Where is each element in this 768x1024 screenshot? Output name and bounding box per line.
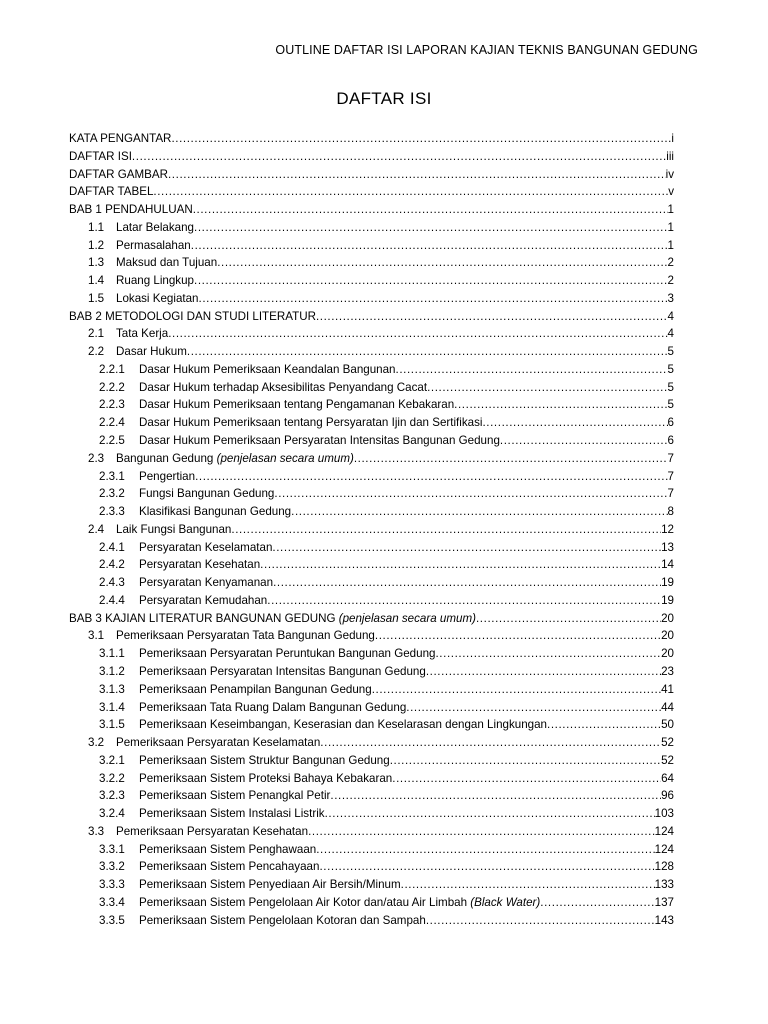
toc-entry[interactable] — [69, 343, 674, 361]
toc-entry-page: 64 — [661, 771, 674, 785]
toc-dot-leader — [217, 254, 667, 272]
toc-dot-leader — [330, 787, 661, 805]
toc-dot-leader — [272, 539, 661, 557]
toc-entry[interactable] — [69, 237, 674, 255]
toc-entry-title-italic: (penjelasan secara umum) — [216, 451, 354, 465]
toc-entry-page: 23 — [661, 664, 674, 678]
toc-entry-page: 96 — [661, 789, 674, 803]
toc-entry[interactable] — [69, 663, 674, 681]
table-of-contents — [69, 130, 674, 929]
toc-dot-leader — [273, 574, 661, 592]
toc-entry[interactable] — [69, 858, 674, 876]
toc-dot-leader — [500, 432, 668, 450]
toc-dot-leader — [168, 325, 667, 343]
toc-entry-page: 2 — [667, 256, 674, 270]
toc-entry-number: 2.4 — [88, 522, 105, 536]
toc-entry-page: 6 — [667, 416, 674, 430]
toc-entry[interactable] — [69, 432, 674, 450]
toc-entry-number: 2.4.1 — [99, 540, 125, 554]
toc-entry-title: Pemeriksaan Persyaratan Kesehatan — [116, 824, 309, 838]
toc-dot-leader — [427, 379, 667, 397]
toc-entry[interactable] — [69, 219, 674, 237]
toc-entry-page: 5 — [667, 345, 674, 359]
toc-entry-title: Permasalahan — [116, 238, 191, 252]
toc-entry-title: Dasar Hukum Pemeriksaan tentang Persyaratan Ijin dan Sertifikasi — [139, 416, 483, 430]
toc-entry-number: 2.2 — [88, 345, 105, 359]
toc-dot-leader — [435, 645, 661, 663]
toc-entry-title: Fungsi Bangunan Gedung — [139, 487, 275, 501]
toc-entry-number: 3.2.1 — [99, 753, 125, 767]
toc-entry-page: 52 — [661, 736, 674, 750]
toc-entry-number: 3.3.1 — [99, 842, 125, 856]
toc-entry[interactable] — [69, 379, 674, 397]
toc-entry[interactable] — [69, 894, 674, 912]
toc-entry-title-italic: (penjelasan secara umum) — [338, 611, 476, 625]
toc-dot-leader — [354, 450, 668, 468]
toc-entry-title: Pemeriksaan Persyaratan Keselamatan — [116, 736, 321, 750]
toc-entry-title: Persyaratan Keselamatan — [139, 540, 273, 554]
toc-entry-number: 2.4.3 — [99, 576, 125, 590]
toc-dot-leader — [194, 272, 668, 290]
toc-entry[interactable] — [69, 556, 674, 574]
toc-entry-number: 3.1 — [88, 629, 105, 643]
toc-dot-leader — [171, 130, 671, 148]
toc-entry[interactable] — [69, 396, 674, 414]
toc-entry-title: DAFTAR TABEL — [69, 185, 154, 199]
toc-entry-title: DAFTAR ISI — [69, 149, 132, 163]
toc-entry-page: 6 — [667, 434, 674, 448]
toc-entry-number: 2.3.2 — [99, 487, 125, 501]
toc-entry-number: 1.1 — [88, 220, 105, 234]
toc-entry[interactable] — [69, 414, 674, 432]
toc-dot-leader — [291, 503, 667, 521]
toc-dot-leader — [260, 556, 661, 574]
toc-dot-leader — [267, 592, 661, 610]
toc-dot-leader — [194, 219, 668, 237]
toc-entry-page: 41 — [661, 682, 674, 696]
toc-entry[interactable] — [69, 325, 674, 343]
toc-entry-page: 5 — [667, 380, 674, 394]
toc-entry-number: 3.3.2 — [99, 860, 125, 874]
toc-entry-title: DAFTAR GAMBAR — [69, 167, 168, 181]
toc-entry-page: 7 — [667, 469, 674, 483]
toc-dot-leader — [319, 858, 654, 876]
toc-entry-page: 8 — [667, 505, 674, 519]
toc-entry-page: v — [668, 185, 674, 199]
toc-entry[interactable] — [69, 823, 674, 841]
toc-entry[interactable] — [69, 805, 674, 823]
toc-entry-number: 3.2.4 — [99, 807, 125, 821]
toc-entry[interactable] — [69, 254, 674, 272]
toc-entry[interactable] — [69, 539, 674, 557]
toc-entry-page: 19 — [661, 576, 674, 590]
toc-entry-title: Pemeriksaan Persyaratan Peruntukan Bangunan Gedung — [139, 647, 436, 661]
toc-dot-leader — [406, 699, 661, 717]
toc-entry-page: 7 — [667, 487, 674, 501]
toc-entry-title: Dasar Hukum terhadap Aksesibilitas Penyandang Cacat — [139, 380, 428, 394]
toc-dot-leader — [187, 343, 668, 361]
toc-entry-page: 20 — [661, 629, 674, 643]
toc-entry-number: 2.2.5 — [99, 434, 125, 448]
toc-entry-title: Persyaratan Kemudahan — [139, 593, 268, 607]
toc-dot-leader — [191, 237, 668, 255]
toc-entry-number: 2.2.4 — [99, 416, 125, 430]
toc-dot-leader — [426, 663, 661, 681]
toc-entry[interactable] — [69, 201, 674, 219]
toc-entry-title: Pemeriksaan Penampilan Bangunan Gedung — [139, 682, 372, 696]
toc-dot-leader — [454, 396, 667, 414]
toc-entry-title: Pemeriksaan Sistem Penyediaan Air Bersih/Minum — [139, 878, 401, 892]
toc-dot-leader — [372, 681, 661, 699]
page-title: DAFTAR ISI — [336, 89, 432, 108]
toc-entry[interactable] — [69, 734, 674, 752]
toc-entry-page: 12 — [661, 522, 674, 536]
toc-entry-page: 20 — [661, 611, 674, 625]
toc-entry[interactable] — [69, 130, 674, 148]
toc-entry-page: 5 — [667, 362, 674, 376]
toc-entry-title: Pemeriksaan Sistem Struktur Bangunan Gedung — [139, 753, 390, 767]
toc-entry-title: Maksud dan Tujuan — [116, 256, 218, 270]
toc-entry[interactable] — [69, 166, 674, 184]
toc-entry-title: BAB 1 PENDAHULUAN — [69, 203, 193, 217]
toc-entry-page: 14 — [661, 558, 674, 572]
toc-entry[interactable] — [69, 450, 674, 468]
toc-dot-leader — [308, 823, 655, 841]
toc-entry[interactable] — [69, 627, 674, 645]
toc-entry-number: 3.3.4 — [99, 895, 125, 909]
toc-dot-leader — [168, 166, 666, 184]
toc-entry-title: Pemeriksaan Persyaratan Tata Bangunan Gedung — [116, 629, 375, 643]
toc-entry-title: Pemeriksaan Tata Ruang Dalam Bangunan Gedung — [139, 700, 407, 714]
toc-entry-number: 3.1.5 — [99, 718, 125, 732]
toc-entry[interactable] — [69, 272, 674, 290]
toc-entry-page: 4 — [667, 309, 674, 323]
toc-entry-page: 52 — [661, 753, 674, 767]
toc-entry-title: BAB 2 METODOLOGI DAN STUDI LITERATUR — [69, 309, 316, 323]
toc-entry-page: 1 — [667, 220, 674, 234]
toc-entry-number: 3.2.2 — [99, 771, 125, 785]
toc-entry[interactable] — [69, 521, 674, 539]
toc-dot-leader — [390, 752, 661, 770]
toc-dot-leader — [476, 610, 661, 628]
toc-entry-title: KATA PENGANTAR — [69, 132, 172, 145]
toc-entry-page: 2 — [667, 274, 674, 288]
toc-dot-leader — [482, 414, 667, 432]
toc-entry[interactable] — [69, 645, 674, 663]
toc-entry-number: 2.2.1 — [99, 362, 125, 376]
toc-entry-page: 3 — [667, 291, 674, 305]
toc-entry-title: Pemeriksaan Sistem Instalasi Listrik — [139, 807, 325, 821]
toc-entry-title: Dasar Hukum Pemeriksaan Persyaratan Intensitas Bangunan Gedung — [139, 434, 500, 448]
toc-entry[interactable] — [69, 290, 674, 308]
toc-entry-page: 7 — [667, 451, 674, 465]
toc-entry-page: 128 — [654, 860, 674, 874]
toc-entry-page: i — [671, 132, 674, 145]
toc-entry-page: 13 — [661, 540, 674, 554]
toc-entry-page: 1 — [667, 203, 674, 217]
toc-dot-leader — [274, 485, 667, 503]
toc-dot-leader — [540, 894, 654, 912]
toc-entry[interactable] — [69, 485, 674, 503]
toc-entry[interactable] — [69, 361, 674, 379]
toc-entry-page: iv — [665, 167, 674, 181]
toc-entry-number: 2.3 — [88, 451, 105, 465]
toc-entry-number: 2.3.3 — [99, 505, 125, 519]
toc-entry-number: 3.1.2 — [99, 664, 125, 678]
toc-dot-leader — [547, 716, 661, 734]
toc-entry-title: Klasifikasi Bangunan Gedung — [139, 505, 292, 519]
toc-entry-page: 1 — [667, 238, 674, 252]
toc-entry-number: 3.1.1 — [99, 647, 125, 661]
toc-entry-number: 3.2 — [88, 736, 105, 750]
toc-entry-page: 5 — [667, 398, 674, 412]
toc-entry-page: 137 — [654, 895, 674, 909]
toc-entry-title: Pemeriksaan Sistem Pencahayaan — [139, 860, 320, 874]
toc-entry-page: 4 — [667, 327, 674, 341]
toc-entry-title: Dasar Hukum Pemeriksaan tentang Pengamanan Kebakaran — [139, 398, 455, 412]
toc-entry[interactable] — [69, 610, 674, 628]
toc-entry-title: Lokasi Kegiatan — [116, 291, 199, 305]
toc-entry-title: Persyaratan Kesehatan — [139, 558, 261, 572]
toc-entry[interactable] — [69, 183, 674, 201]
toc-entry-title: Pemeriksaan Sistem Pengelolaan Kotoran dan Sampah — [139, 913, 426, 927]
toc-entry-number: 1.2 — [88, 238, 105, 252]
toc-entry-number: 2.2.2 — [99, 380, 125, 394]
toc-entry-title: Pemeriksaan Sistem Proteksi Bahaya Kebakaran — [139, 771, 393, 785]
toc-dot-leader — [375, 627, 661, 645]
toc-entry[interactable] — [69, 841, 674, 859]
toc-entry-number: 1.3 — [88, 256, 105, 270]
toc-dot-leader — [325, 805, 655, 823]
toc-dot-leader — [199, 290, 668, 308]
toc-entry-number: 3.1.4 — [99, 700, 125, 714]
toc-entry-page: 44 — [661, 700, 674, 714]
toc-entry-number: 2.4.2 — [99, 558, 125, 572]
toc-dot-leader — [320, 734, 661, 752]
toc-entry-number: 3.1.3 — [99, 682, 125, 696]
toc-entry-title: BAB 3 KAJIAN LITERATUR BANGUNAN GEDUNG (penjelasan secara umum) — [69, 611, 476, 625]
toc-entry[interactable] — [69, 148, 674, 166]
toc-entry-title: Persyaratan Kenyamanan — [139, 576, 274, 590]
toc-entry-number: 2.2.3 — [99, 398, 125, 412]
toc-entry-page: 20 — [661, 647, 674, 661]
toc-entry[interactable] — [69, 787, 674, 805]
toc-entry-number: 3.3.5 — [99, 913, 125, 927]
toc-entry-page: 124 — [654, 842, 674, 856]
toc-entry-number: 3.3.3 — [99, 878, 125, 892]
toc-dot-leader — [392, 770, 661, 788]
toc-entry[interactable] — [69, 699, 674, 717]
toc-entry[interactable] — [69, 716, 674, 734]
toc-dot-leader — [316, 841, 654, 859]
toc-dot-leader — [396, 361, 668, 379]
toc-entry[interactable] — [69, 592, 674, 610]
toc-entry-number: 2.3.1 — [99, 469, 125, 483]
toc-entry[interactable] — [69, 308, 674, 326]
toc-entry-title-italic: (Black Water) — [470, 895, 541, 909]
toc-entry-title: Latar Belakang — [116, 220, 194, 234]
toc-entry-number: 2.4.4 — [99, 593, 125, 607]
toc-dot-leader — [153, 183, 668, 201]
toc-entry[interactable] — [69, 468, 674, 486]
toc-entry-page: 19 — [661, 593, 674, 607]
toc-entry-title: Dasar Hukum — [116, 345, 187, 359]
toc-entry[interactable] — [69, 752, 674, 770]
toc-entry-title: Bangunan Gedung (penjelasan secara umum) — [116, 451, 354, 465]
toc-entry[interactable] — [69, 574, 674, 592]
toc-entry-title: Pemeriksaan Sistem Penangkal Petir — [139, 789, 331, 803]
toc-entry[interactable] — [69, 912, 674, 930]
toc-dot-leader — [231, 521, 661, 539]
toc-entry-title: Dasar Hukum Pemeriksaan Keandalan Bangunan — [139, 362, 396, 376]
toc-entry-title: Pengertian — [139, 469, 196, 483]
toc-entry-page: 103 — [654, 807, 674, 821]
toc-entry[interactable] — [69, 503, 674, 521]
toc-entry-title: Pemeriksaan Keseimbangan, Keserasian dan Keselarasan dengan Lingkungan — [139, 718, 547, 732]
toc-dot-leader — [132, 148, 666, 166]
toc-entry-title: Tata Kerja — [116, 327, 169, 341]
toc-entry-title: Laik Fungsi Bangunan — [116, 522, 232, 536]
toc-entry-number: 3.2.3 — [99, 789, 125, 803]
toc-entry-number: 1.4 — [88, 274, 105, 288]
toc-dot-leader — [426, 912, 655, 930]
toc-entry-title: Pemeriksaan Sistem Pengelolaan Air Kotor dan/atau Air Limbah (Black Water) — [139, 895, 541, 909]
toc-entry[interactable] — [69, 681, 674, 699]
toc-entry-title: Pemeriksaan Persyaratan Intensitas Bangunan Gedung — [139, 664, 426, 678]
toc-entry-number: 1.5 — [88, 291, 105, 305]
toc-dot-leader — [316, 308, 668, 326]
toc-entry-page: 143 — [654, 913, 674, 927]
toc-entry-page: 124 — [654, 824, 674, 838]
toc-entry[interactable] — [69, 876, 674, 894]
toc-entry-number: 2.1 — [88, 327, 105, 341]
toc-entry-page: iii — [666, 149, 674, 163]
toc-entry-page: 133 — [654, 878, 674, 892]
toc-entry[interactable] — [69, 770, 674, 788]
running-header: OUTLINE DAFTAR ISI LAPORAN KAJIAN TEKNIS BANGUNAN GEDUNG — [275, 43, 698, 57]
toc-dot-leader — [193, 201, 668, 219]
toc-dot-leader — [195, 468, 667, 486]
toc-entry-page: 50 — [661, 718, 674, 732]
toc-entry-title: Pemeriksaan Sistem Penghawaan — [139, 842, 317, 856]
toc-dot-leader — [401, 876, 655, 894]
toc-entry-title: Ruang Lingkup — [116, 274, 194, 288]
toc-entry-number: 3.3 — [88, 824, 105, 838]
